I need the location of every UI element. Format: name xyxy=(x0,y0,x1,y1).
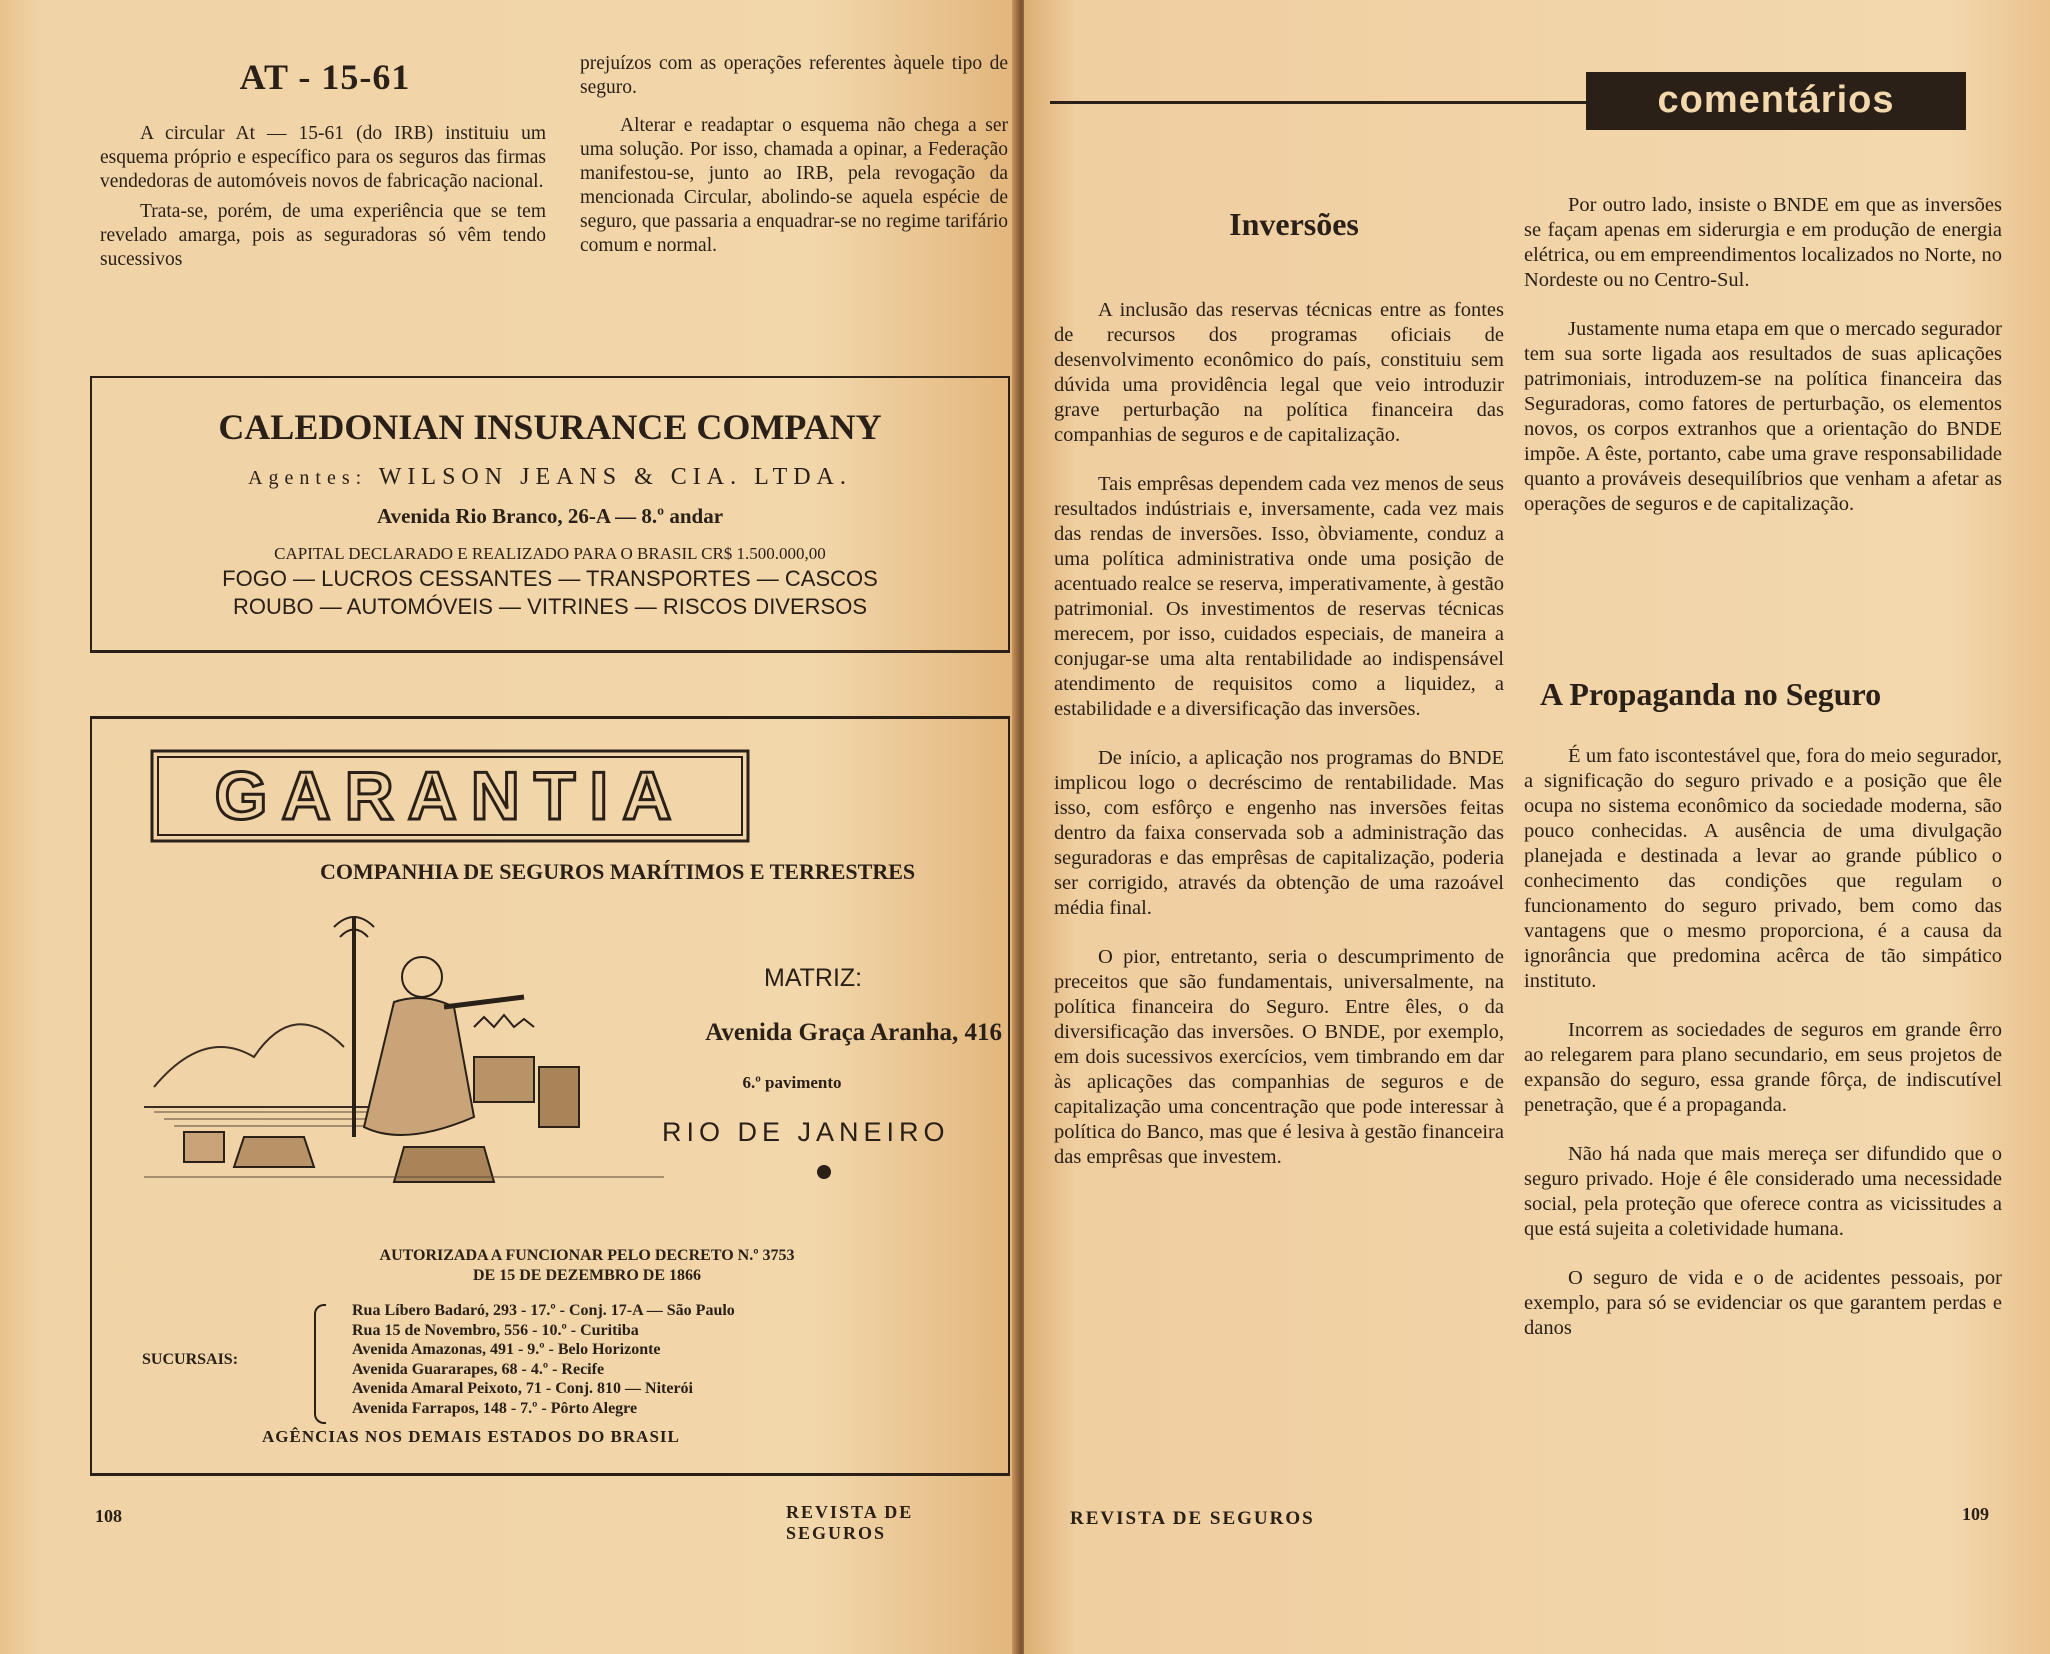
section-rule xyxy=(1050,101,1610,104)
branch-item: Rua 15 de Novembro, 556 - 10.º - Curitiba xyxy=(352,1321,639,1339)
garantia-logo xyxy=(150,749,750,843)
inversoes-paragraph: Justamente numa etapa em que o mercado segurador tem sua sorte ligada aos resultados de suas aplicações patrimoniais, introduzem-se na política financeira das Seguradoras, como fatores de perturbação, os elementos novos, os corpos extranhos que a orientação do BNDE impõe. A êste, portanto, cabe uma grave responsabilidade quanto a prováveis desequilíbrios que venham a afetar as operações de seguros e de capitalização. xyxy=(1524,318,2002,515)
propaganda-paragraph: Não há nada que mais mereça ser difundido que o seguro privado. Hoje é êle considerado uma necessidade social, pela proteção que oferece contra as vicissitudes a que está sujeita a coletividade humana. xyxy=(1524,1143,2002,1240)
right-page xyxy=(1024,0,2050,1654)
branch-item: Avenida Amazonas, 491 - 9.º - Belo Horizonte xyxy=(352,1341,661,1358)
caledonian-address: Avenida Rio Branco, 26-A — 8.º andar xyxy=(376,504,724,528)
inversoes-column-2 xyxy=(1524,193,2002,517)
left-page xyxy=(0,0,1018,1654)
footer-title-right: REVISTA DE SEGUROS xyxy=(1070,1508,1315,1529)
article-paragraph: A circular At — 15-61 (do IRB) instituiu um esquema próprio e específico para os seguros das firmas vendedoras de automóveis novos de fabricação nacional. xyxy=(100,123,546,192)
inversoes-column-1 xyxy=(1054,298,1504,1170)
matriz-city: RIO DE JANEIRO xyxy=(662,1117,950,1147)
agents-label: Agentes: xyxy=(248,467,368,489)
inversoes-paragraph: Por outro lado, insiste o BNDE em que as inversões se façam apenas em siderurgia e em produção de energia elétrica, ou em empreendimentos localizados no Norte, no Nordeste ou no Centro-Sul. xyxy=(1524,194,2002,291)
propaganda-paragraph: Incorrem as sociedades de seguros em grande êrro ao relegarem para plano secundario, em seus projetos de expansão do seguro, essa grande fôrça, de indiscutível penetração, que é a propaganda. xyxy=(1524,1019,2002,1116)
inversoes-paragraph: Tais emprêsas dependem cada vez menos de seus resultados indústriais e, inversamente, cada vez mais das rendas de inversões. Isso, òbviamente, conduz a uma política administrativa onde uma posição de acentuado realce se reserva, imperativamente, à gestão patrimonial. Os investimentos de reservas técnicas merecem, por isso, cuidados especiais, de maneira a conjugar-se uma alta rentabilidade ao indispensável atendimento de requisitos como a liquidez, a estabilidade e a diversificação das inversões. xyxy=(1054,473,1504,720)
agencies-note: AGÊNCIAS NOS DEMAIS ESTADOS DO BRASIL xyxy=(262,1427,680,1446)
branch-item: Avenida Guararapes, 68 - 4.º - Recife xyxy=(352,1360,605,1378)
allegory-illustration-icon xyxy=(144,907,664,1197)
branches-list xyxy=(352,1301,892,1418)
page-number-right: 109 xyxy=(1962,1504,1989,1524)
caledonian-capital: CAPITAL DECLARADO E REALIZADO PARA O BRASIL CR$ 1.500.000,00 xyxy=(274,544,826,563)
garantia-ad xyxy=(90,716,1010,1476)
inversoes-title: Inversões xyxy=(1229,206,1359,242)
caledonian-ad xyxy=(90,376,1010,653)
decree-line-2: DE 15 DE DEZEMBRO DE 1866 xyxy=(472,1267,702,1284)
propaganda-paragraph: É um fato iscontestável que, fora do meio segurador, a significação do seguro privado e a posição que êle ocupa no sistema econômico da sociedade moderna, são pouco conhecidas. A ausência de uma divulgação planejada e destinada a levar ao grande público o conhecimento das condições que regulam o funcionamento do seguro privado, bem como das vantagens que o mesmo proporciona, é a causa da ignorância que predomina acêrca de tão simpático instituto. xyxy=(1524,745,2002,992)
bullet-dot-icon xyxy=(817,1165,831,1179)
agents-name: WILSON JEANS & CIA. LTDA. xyxy=(378,464,852,490)
matriz-label: MATRIZ: xyxy=(764,964,863,992)
inversoes-paragraph: De início, a aplicação nos programas do BNDE implicou logo o decréscimo de rentabilidade. Mas isso, com esfôrço e engenho nas inversões feitas dentro da faixa conservada sob a administração das seguradoras e das emprêsas de capitalização, poderia ser corrigido, através da obtenção de uma razoável média final. xyxy=(1054,747,1504,919)
allegory-engraving xyxy=(144,907,664,1197)
caledonian-agents xyxy=(92,464,1008,491)
article-paragraph: Trata-se, porém, de uma experiência que se tem revelado amarga, pois as seguradoras só vêm tendo sucessivos xyxy=(100,201,546,270)
branches-label: SUCURSAIS: xyxy=(142,1351,239,1368)
section-label: comentários xyxy=(1586,72,1966,130)
article-paragraph: prejuízos com as operações referentes àquele tipo de seguro. xyxy=(580,53,1008,98)
garantia-logo-text: GARANTIA xyxy=(214,758,686,834)
branches-brace-icon xyxy=(314,1304,326,1424)
branch-item: Rua Líbero Badaró, 293 - 17.º - Conj. 17-A — São Paulo xyxy=(352,1302,735,1319)
page-number-left: 108 xyxy=(95,1506,122,1526)
propaganda-title: A Propaganda no Seguro xyxy=(1540,676,1882,712)
article-title: AT - 15-61 xyxy=(239,57,411,97)
caledonian-lines-1: FOGO — LUCROS CESSANTES — TRANSPORTES — CASCOS xyxy=(222,566,878,591)
branch-item: Avenida Farrapos, 148 - 7.º - Pôrto Alegre xyxy=(352,1399,638,1417)
propaganda-paragraph: O seguro de vida e o de acidentes pessoais, por exemplo, para só se evidenciar os que garantem perdas e danos xyxy=(1524,1267,2002,1339)
caledonian-lines-2: ROUBO — AUTOMÓVEIS — VITRINES — RISCOS DIVERSOS xyxy=(232,594,868,619)
decree-line-1: AUTORIZADA A FUNCIONAR PELO DECRETO N.º 3753 xyxy=(379,1247,795,1264)
propaganda-column xyxy=(1524,744,2002,1341)
article-column-2 xyxy=(580,52,1008,258)
garantia-subtitle: COMPANHIA DE SEGUROS MARÍTIMOS E TERRESTRES xyxy=(320,859,916,884)
branch-item: Avenida Amaral Peixoto, 71 - Conj. 810 — Niterói xyxy=(352,1380,693,1397)
article-column-1 xyxy=(100,122,546,272)
article-paragraph: Alterar e readaptar o esquema não chega a ser uma solução. Por isso, chamada a opinar, a Federação manifestou-se, junto ao IRB, pela revogação da mencionada Circular, abolindo-se aquela espécie de seguro, que passaria a enquadrar-se no regime tarifário comum e normal. xyxy=(580,115,1008,256)
matriz-floor: 6.º pavimento xyxy=(742,1073,842,1092)
matriz-address: Avenida Graça Aranha, 416 xyxy=(705,1019,1002,1046)
inversoes-paragraph: O pior, entretanto, seria o descumprimento de preceitos que são fundamentais, universalmente, na política financeira do Seguro. Entre êles, o da diversificação das inversões. O BNDE, por exemplo, em dois sucessivos exercícios, vem timbrando em dar às aplicações das companhias de seguros e de capitalização uma concentração que pode interessar à política do Banco, mas que é lesiva à gestão financeira das emprêsas que investem. xyxy=(1054,946,1504,1168)
footer-title-left: REVISTA DE SEGUROS xyxy=(786,1502,914,1543)
caledonian-name: CALEDONIAN INSURANCE COMPANY xyxy=(218,407,882,447)
inversoes-paragraph: A inclusão das reservas técnicas entre as fontes de recursos dos programas oficiais de desenvolvimento econômico do país, constituiu sem dúvida uma providência legal que veio introduzir grave perturbação na política financeira das companhias de seguros e de capitalização. xyxy=(1054,299,1504,446)
